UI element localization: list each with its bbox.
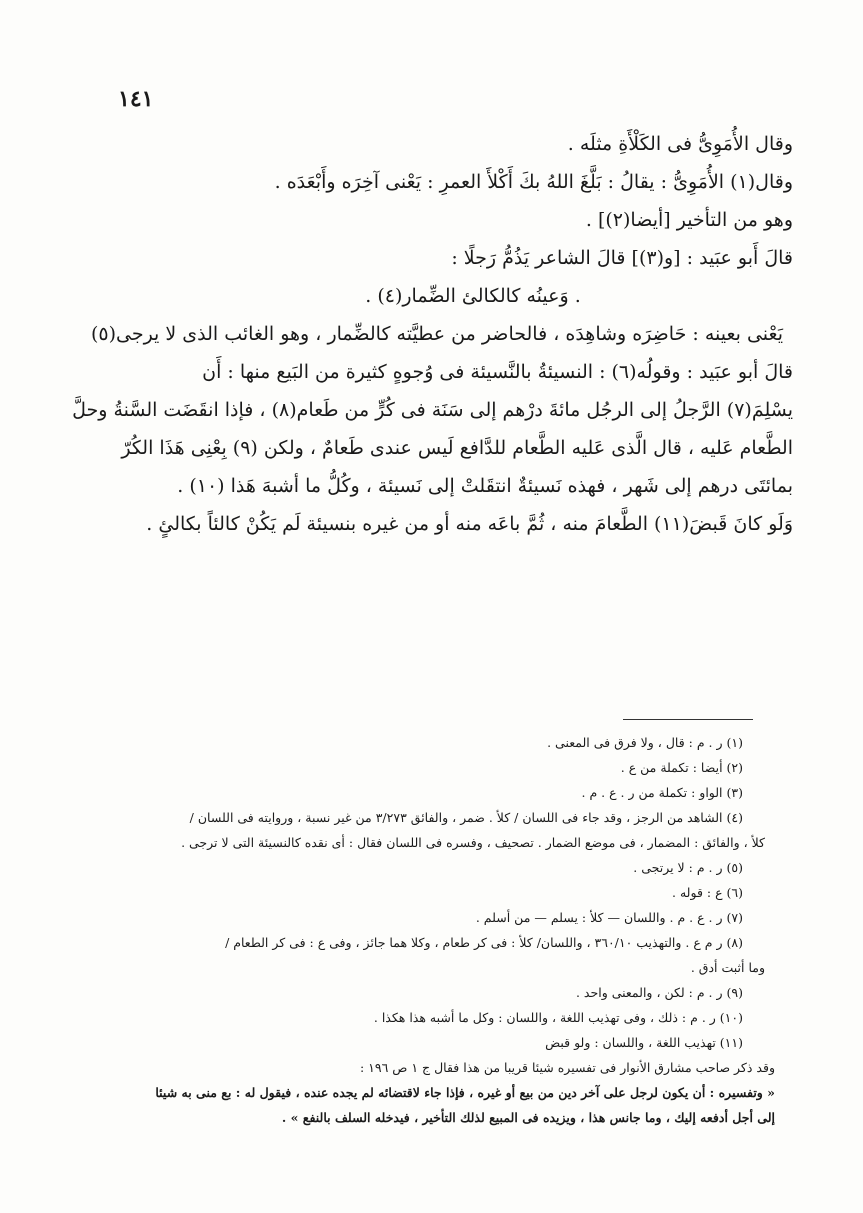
footnote: (١) ر . م : قال ، ولا فرق فى المعنى . [547,735,743,750]
text-line: وهو من التأخير [أيضا(٢)] . [585,209,793,231]
footnote-continuation: وما أثبت أدق . [690,960,765,975]
footnote: (٩) ر . م : لكن ، والمعنى واحد . [575,985,743,1000]
page-number: ١٤١ [118,86,154,112]
footnote-divider [623,719,753,720]
footnote: (٧) ر . ع . م . واللسان — كلأ : يسلم — من أسلم . [475,910,743,925]
text-line: الطَّعام عَليه ، قال الَّذى عَليه الطَّعام للدَّافع لَيس عندى طَعامٌ ، ولكن (٩) بِعْنِى هَذَا الكُرّ [121,437,793,459]
text-line: بمائتَى درهم إلى شَهر ، فهذه نَسيئةٌ انتقَلتْ إلى نَسيئة ، وكُلُّ ما أشبهَ هَذا (١٠) . [177,475,793,497]
footnote: (١٠) ر . م : ذلك ، وفى تهذيب اللغة ، واللسان : وكل ما أشبه هذا هكذا . [373,1010,743,1025]
verse-line: . وَعينُه كالكالئ الضِّمار(٤) . [365,285,581,307]
footnote: (٦) ع : قوله . [672,885,743,900]
footnote-note: وقد ذكر صاحب مشارق الأنوار فى تفسيره شيئا قريبا من هذا فقال ج ١ ص ١٩٦ : [359,1060,775,1075]
text-line: وقال الأُمَوِىُّ فى الكَلْأَةِ مثلَه . [567,133,793,155]
footnote-quote: « وتفسيره : أن يكون لرجل على آخر دين من بيع أو غيره ، فإذا جاء لاقتضائه لم يجده عنده ، فيقول له : بع منى به شيئا [155,1085,775,1100]
text-line: وَلَو كانَ قَبضَ(١١) الطَّعامَ منه ، ثُمَّ باعَه منه أو من غيره بنسيئة لَم يَكُنْ كالئاً بكالئٍ . [146,513,793,535]
footnote-continuation: كلأ ، والفائق : المضمار ، فى موضع الضمار . تصحيف ، وفسره فى اللسان فقال : أى نقده كالنسيئة التى لا ترجى . [181,835,765,850]
text-line: يسْلِمَ(٧) الرَّجلُ إلى الرجُل مائةَ درْهم إلى سَنَة فى كُرٍّ من طَعام(٨) ، فإذا انقَضَت السَّنةُ وحلَّ [72,399,793,421]
footnote: (٨) ر م ع . والتهذيب ٣٦٠/١٠ ، واللسان/ كلأ : فى كر طعام ، وكلا هما جائز ، وفى ع : فى كر الطعام / [225,935,743,950]
text-line: قالَ أبو عبَيد : وقولُه(٦) : النسيئةُ بالنَّسيئة فى وُجوهٍ كثيرة من البَيع منها : أَن [202,361,793,383]
footnote: (٥) ر . م : لا يرتجى . [633,860,743,875]
footnote: (٣) الواو : تكملة من ر . ع . م . [581,785,743,800]
text-line: وقال(١) الأُمَوِىُّ : يقالُ : بَلَّغَ اللهُ بكَ أَكْلأَ العمرِ : يَعْنى آخِرَه وأَبْعَدَه . [274,171,793,193]
footnote-quote: إلى أجل أدفعه إليك ، وما جانس هذا ، ويزيده فى المبيع لذلك التأخير ، فيدخله السلف بالنفع » . [281,1110,775,1125]
main-text [72,125,793,543]
text-line: يَعْنى بعينه : حَاضِرَه وشاهِدَه ، فالحاضر من عطيَّته كالضِّمار ، وهو الغائب الذى لا يرجى(٥) [90,323,783,345]
text-line: قالَ أَبو عبَيد : [و(٣)] قالَ الشاعر يَذُمُّ رَجلًا : [451,247,793,269]
footnote: (١١) تهذيب اللغة ، واللسان : ولو قبض [545,1035,743,1050]
footnotes [85,730,775,1130]
footnote: (٢) أيضا : تكملة من ع . [620,760,743,775]
footnote: (٤) الشاهد من الرجز ، وقد جاء فى اللسان / كلأ . ضمر ، والفائق ٣/٢٧٣ من غير نسبة ، وروايته فى اللسان / [189,810,743,825]
